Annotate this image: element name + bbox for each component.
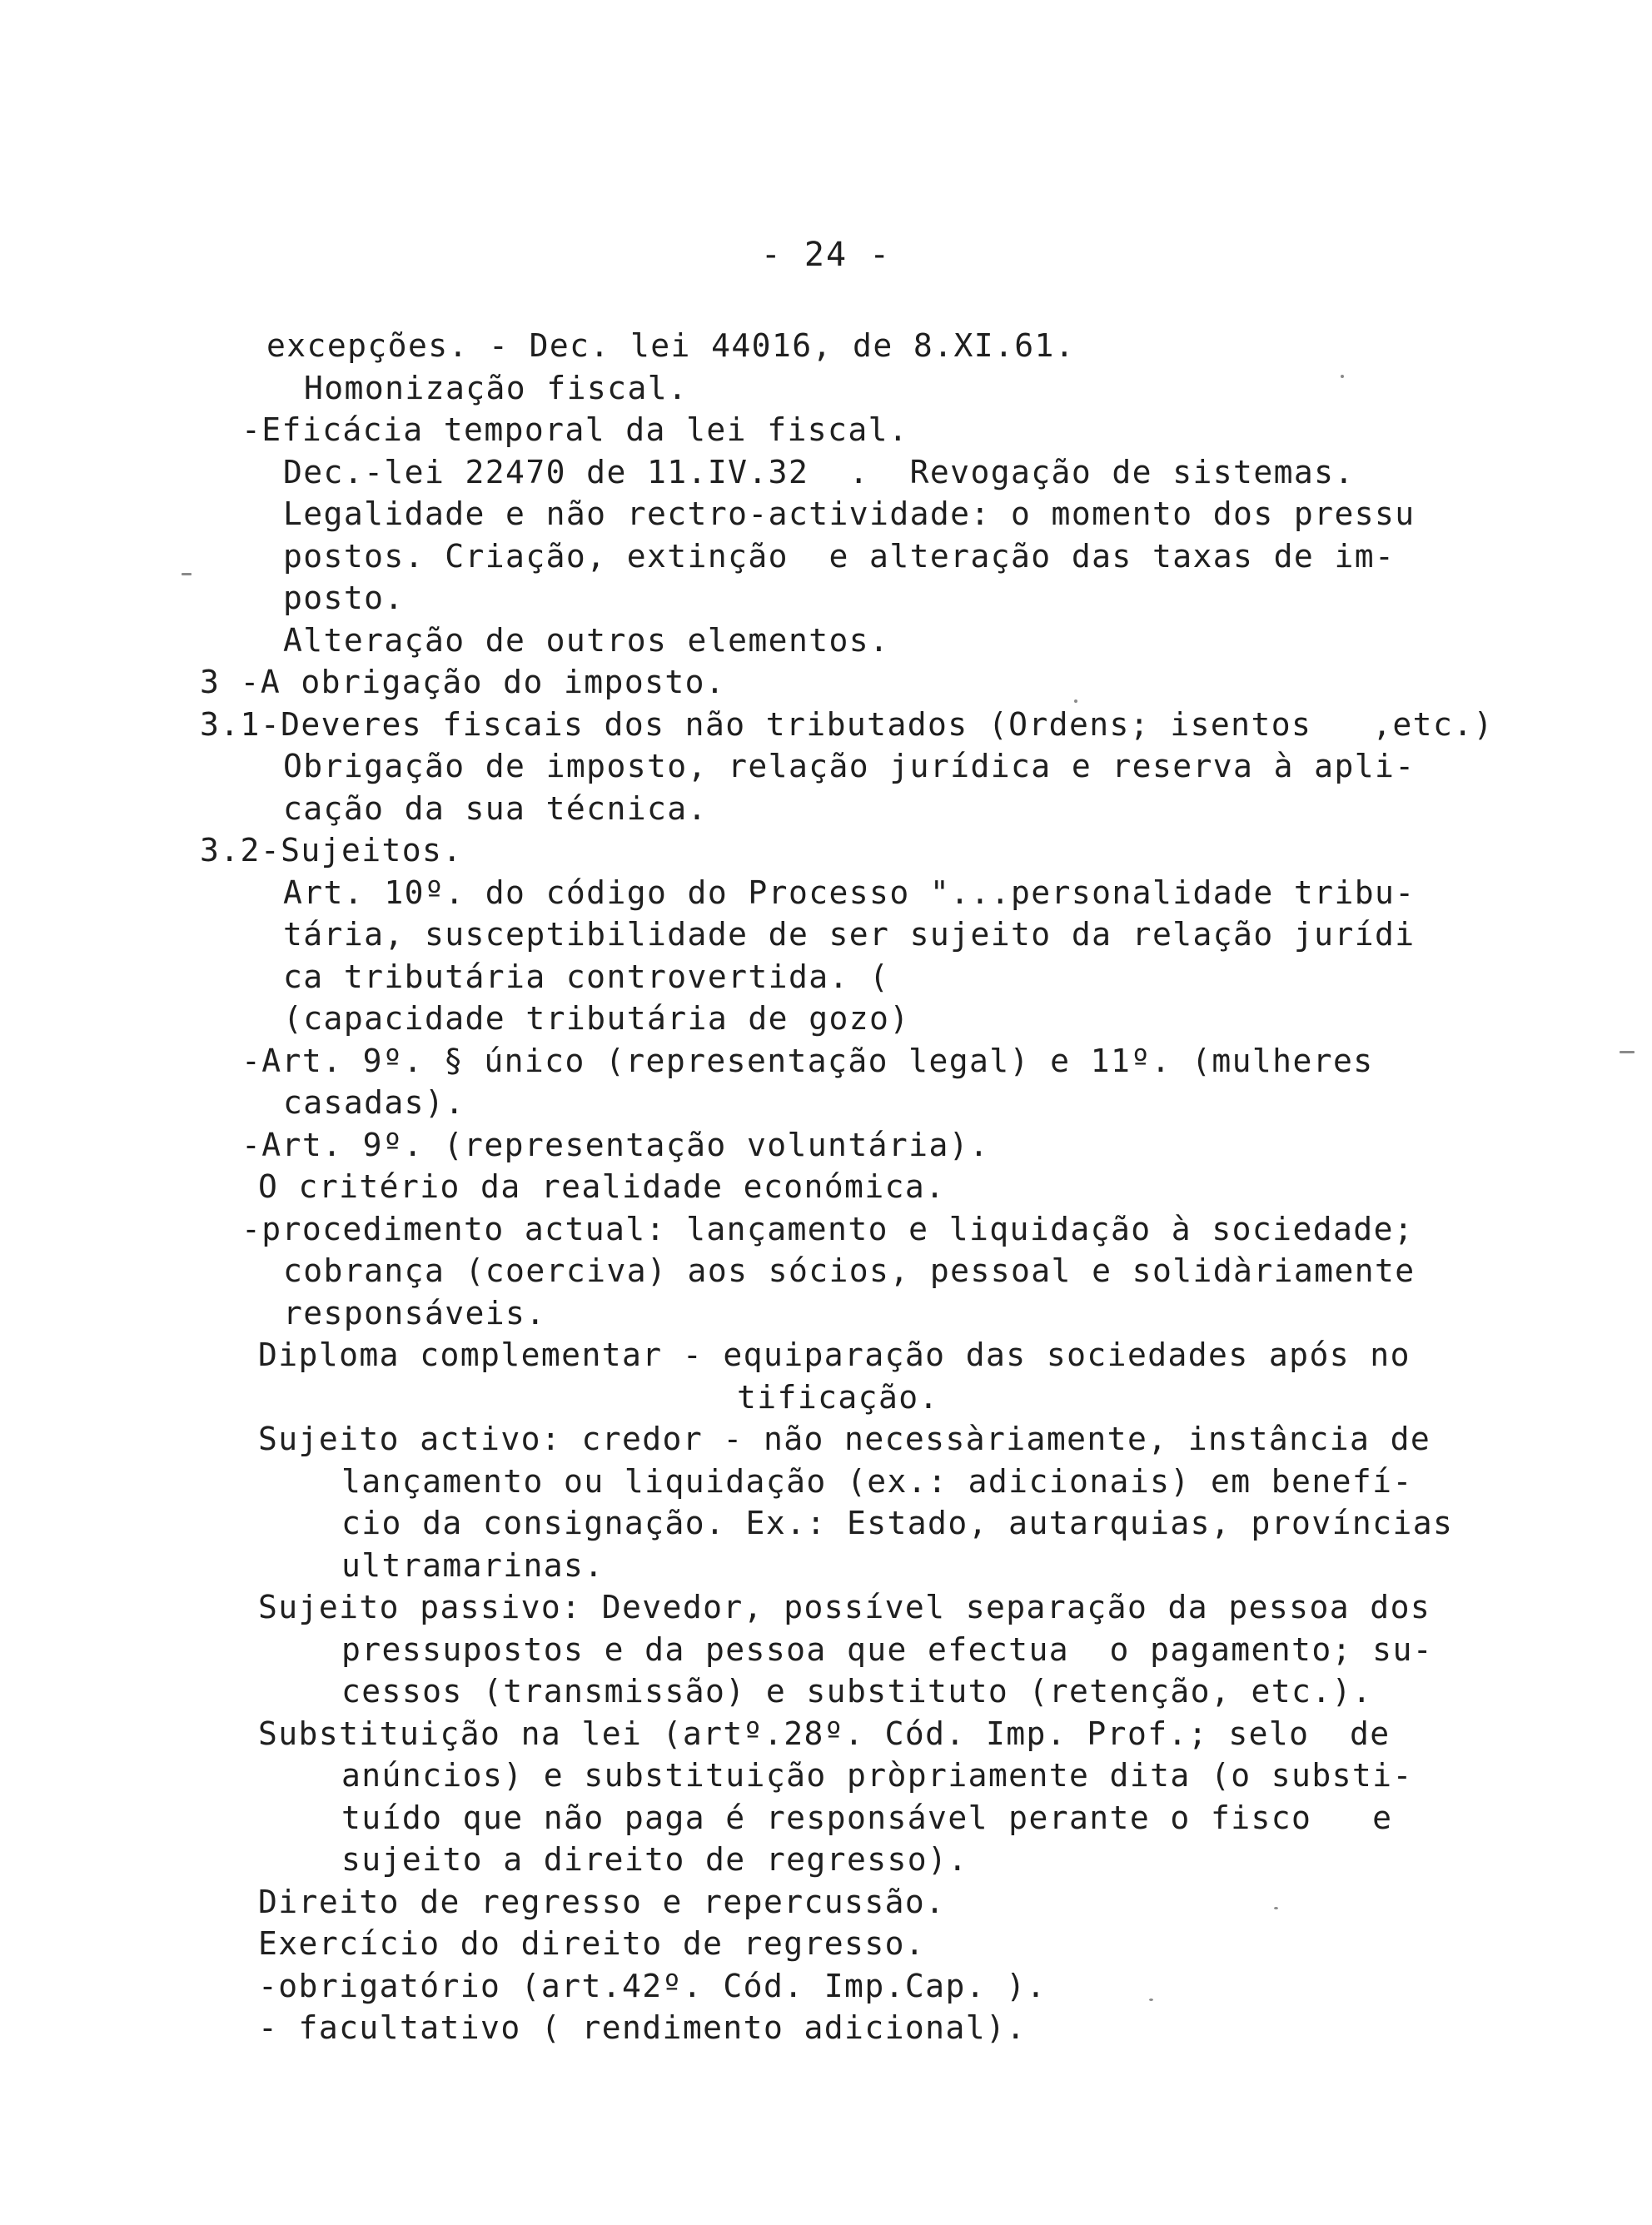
text-line: responsáveis.: [283, 1294, 546, 1332]
text-line: -obrigatório (art.42º. Cód. Imp.Cap. ).: [258, 1967, 1047, 2004]
text-line: - facultativo ( rendimento adicional).: [258, 2009, 1027, 2046]
text-line: -procedimento actual: lançamento e liquidação à sociedade;: [241, 1210, 1415, 1247]
section-heading: 3 -A obrigação do imposto.: [200, 664, 726, 700]
text-line: (capacidade tributária de gozo): [283, 1000, 910, 1037]
text-line: Homonização fiscal.: [304, 369, 689, 406]
text-line: Exercício do direito de regresso.: [258, 1925, 926, 1962]
text-line: Direito de regresso e repercussão.: [258, 1883, 946, 1920]
scan-speck: [1074, 699, 1077, 703]
text-line: tária, susceptibilidade de ser sujeito da relação jurídi: [283, 916, 1416, 953]
text-line: ultramarinas.: [341, 1546, 605, 1584]
text-line: pressupostos e da pessoa que efectua o pagamento; su-: [341, 1630, 1434, 1668]
text-line: Dec.-lei 22470 de 11.IV.32 . Revogação de sistemas.: [283, 453, 1355, 490]
typewritten-text-body: [0, 325, 1652, 2049]
scan-speck: [1620, 1051, 1635, 1053]
text-line: excepções. - Dec. lei 44016, de 8.XI.61.: [266, 327, 1076, 364]
scan-speck: [182, 573, 192, 575]
text-line: ca tributária controvertida. (: [283, 958, 890, 995]
text-line: cação da sua técnica.: [283, 789, 708, 827]
text-line: tuído que não paga é responsável perante o fisco e: [341, 1799, 1393, 1836]
text-line: lançamento ou liquidação (ex.: adicionais) em benefí-: [341, 1462, 1413, 1500]
text-line: -Art. 9º. § único (representação legal) e 11º. (mulheres: [241, 1042, 1374, 1079]
text-line: -Art. 9º. (representação voluntária).: [241, 1126, 990, 1163]
text-line: Art. 10º. do código do Processo "...personalidade tribu-: [283, 874, 1416, 911]
section-heading: 3.2-Sujeitos.: [200, 832, 463, 869]
scan-speck: [1274, 1907, 1278, 1909]
text-line: sujeito a direito de regresso).: [341, 1841, 968, 1878]
section-heading: 3.1-Deveres fiscais dos não tributados (Ordens; isentos ,etc.): [200, 705, 1494, 743]
text-line: -Eficácia temporal da lei fiscal.: [241, 411, 909, 448]
text-line: Substituição na lei (artº.28º. Cód. Imp. Prof.; selo de: [258, 1715, 1391, 1752]
text-line: O critério da realidade económica.: [258, 1168, 946, 1205]
scan-speck: [1149, 1999, 1153, 2001]
text-line: Alteração de outros elementos.: [283, 621, 890, 659]
page-number: - 24 -: [760, 236, 892, 274]
text-line: Diploma complementar - equiparação das sociedades após no: [258, 1336, 1411, 1373]
text-line: tificação.: [737, 1378, 939, 1416]
text-line: Legalidade e não rectro-actividade: o momento dos pressu: [283, 495, 1416, 532]
text-line: anúncios) e substituição pròpriamente dita (o substi-: [341, 1757, 1413, 1794]
scan-speck: [1341, 375, 1344, 378]
text-line: cio da consignação. Ex.: Estado, autarquias, províncias: [341, 1505, 1454, 1541]
text-line: Obrigação de imposto, relação jurídica e reserva à apli-: [283, 748, 1416, 784]
text-line: postos. Criação, extinção e alteração das taxas de im-: [283, 537, 1396, 575]
text-line: posto.: [283, 580, 405, 616]
text-line: Sujeito activo: credor - não necessàriamente, instância de: [258, 1421, 1431, 1457]
text-line: Sujeito passivo: Devedor, possível separação da pessoa dos: [258, 1589, 1431, 1625]
text-line: casadas).: [283, 1084, 465, 1121]
text-line: cessos (transmissão) e substituto (retenção, etc.).: [341, 1673, 1373, 1710]
text-line: cobrança (coerciva) aos sócios, pessoal e solidàriamente: [283, 1252, 1416, 1289]
